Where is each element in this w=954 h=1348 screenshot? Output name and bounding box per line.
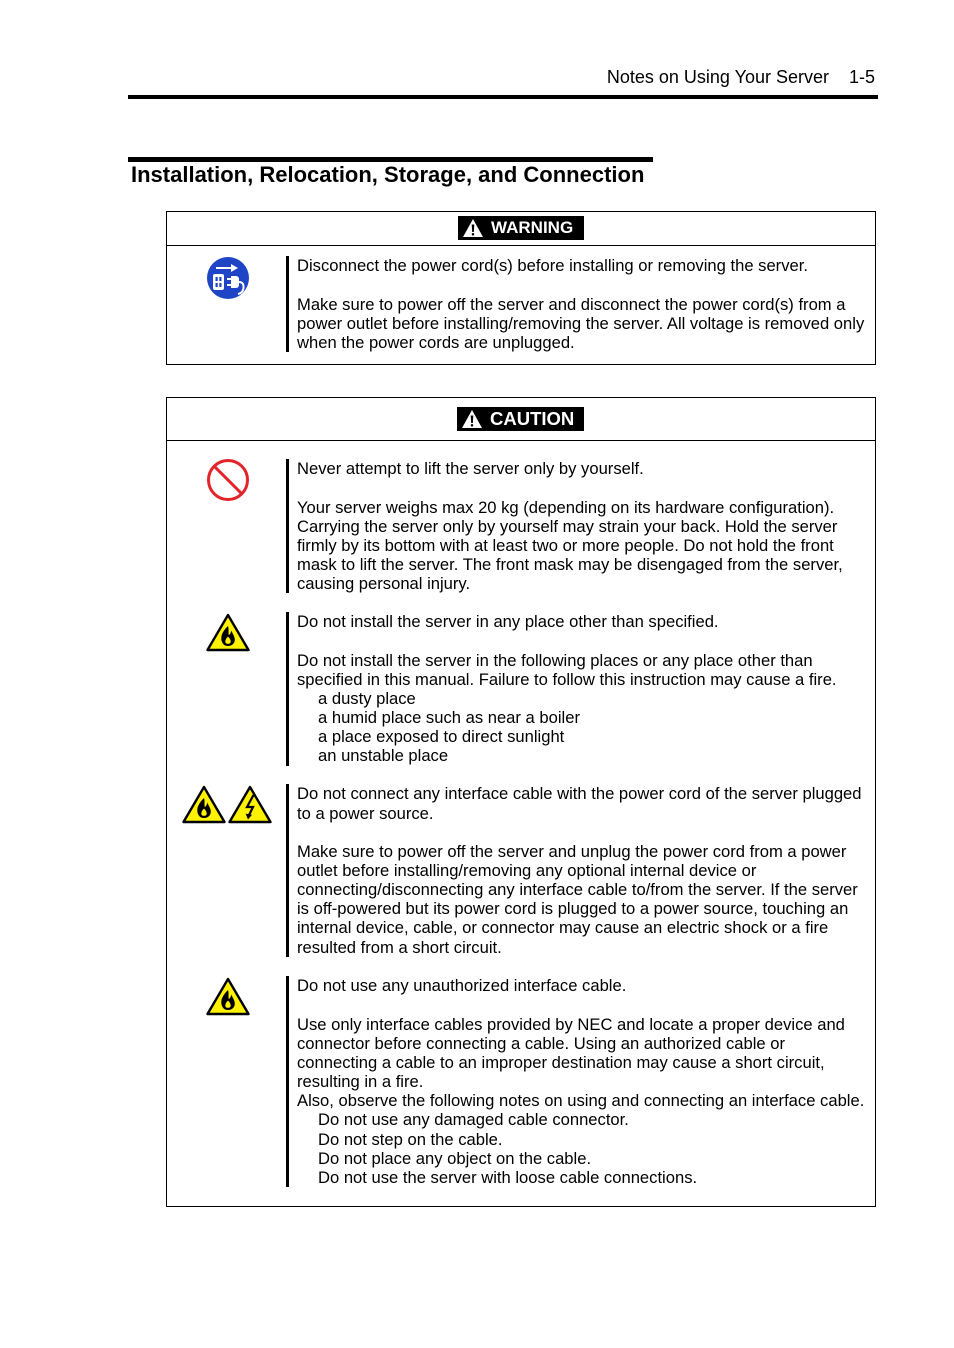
warning-badge (458, 216, 584, 240)
page-number: 1-5 (848, 67, 875, 87)
text-line: internal device, cable, or connector may cause an electric shock or a fire (297, 918, 829, 938)
warning-box (166, 211, 876, 365)
caution-item-text (286, 459, 843, 593)
disconnect-power-plug-icon (207, 257, 249, 299)
alert-triangle-icon (462, 218, 484, 238)
text-line: resulting in a fire. (297, 1072, 424, 1092)
caution-item-text (286, 784, 862, 956)
text-line: causing personal injury. (297, 574, 471, 594)
list-item: a place exposed to direct sunlight (318, 727, 565, 747)
text-line: Use only interface cables provided by NEC and locate a proper device and (297, 1014, 845, 1034)
fire-hazard-icon (182, 785, 226, 824)
electric-shock-icon (228, 785, 272, 824)
text-line: Make sure to power off the server and unplug the power cord from a power (297, 841, 847, 861)
instruction-detail (297, 1015, 864, 1187)
caution-item-text (286, 976, 864, 1187)
text-line: Do not install the server in the following places or any place other than (297, 650, 813, 670)
list-item: Do not use the server with loose cable connections. (318, 1167, 698, 1187)
text-line: specified in this manual. Failure to follow this instruction may cause a fire. (297, 669, 837, 689)
text-line: connector before connecting a cable. Using an authorized cable or (297, 1033, 785, 1053)
text-line: Disconnect the power cord(s) before installing or removing the server. (297, 256, 808, 276)
caution-box (166, 397, 876, 1207)
text-line: Your server weighs max 20 kg (depending on its hardware configuration). (297, 497, 835, 517)
text-line: resulted from a short circuit. (297, 937, 502, 957)
text-line: Do not use any unauthorized interface cable. (297, 976, 627, 996)
text-line: Also, observe the following notes on using and connecting an interface cable. (297, 1091, 865, 1111)
instruction-detail (297, 498, 843, 594)
text-line: outlet before installing/removing any optional internal device or (297, 861, 757, 880)
section-title: Installation, Relocation, Storage, and Connection (131, 162, 645, 187)
text-line: connecting a cable to an improper destination may cause a short circuit, (297, 1053, 825, 1072)
text-line: is off-powered but its power cord is plugged to a power source, touching an (297, 899, 849, 919)
instruction-detail (297, 842, 862, 957)
text-line: to a power source. (297, 803, 434, 823)
header-rule (128, 95, 878, 99)
text-line: when the power cords are unplugged. (297, 333, 575, 352)
text-line: Do not install the server in any place other than specified. (297, 612, 719, 632)
list-item: Do not use any damaged cable connector. (318, 1110, 629, 1130)
caution-badge (457, 407, 584, 431)
list-item: Do not step on the cable. (318, 1129, 503, 1149)
instruction-detail (297, 295, 864, 352)
list-item: a dusty place (318, 689, 416, 708)
text-line: Carrying the server only by yourself may strain your back. Hold the server (297, 516, 838, 536)
text-line: Make sure to power off the server and disconnect the power cord(s) from a (297, 294, 846, 314)
warning-header (167, 212, 875, 246)
instruction-summary (297, 976, 864, 995)
warning-label: WARNING (491, 218, 574, 237)
instruction-summary (297, 256, 864, 275)
instruction-detail (297, 651, 837, 766)
text-line: power outlet before installing/removing the server. All voltage is removed only (297, 313, 865, 333)
text-line: Never attempt to lift the server only by yourself. (297, 459, 644, 479)
caution-item-text (286, 612, 837, 765)
text-line: firmly by its bottom with at least two or more people. Do not hold the front (297, 536, 834, 555)
alert-triangle-icon (461, 409, 483, 429)
running-title: Notes on Using Your Server (606, 67, 829, 87)
text-line: Do not connect any interface cable with the power cord of the server plugged (297, 784, 862, 804)
text-line: connecting/disconnecting any interface cable to/from the server. If the server (297, 880, 858, 900)
list-item: a humid place such as near a boiler (318, 708, 580, 728)
caution-header (167, 398, 875, 441)
instruction-summary (297, 784, 862, 822)
instruction-summary (297, 612, 837, 631)
fire-hazard-icon (206, 977, 250, 1016)
list-item: an unstable place (318, 746, 449, 766)
warning-item-text (286, 256, 864, 352)
text-line: mask to lift the server. The front mask may be disengaged from the server, (297, 555, 843, 575)
instruction-summary (297, 459, 843, 478)
page-header (607, 66, 875, 88)
list-item: Do not place any object on the cable. (318, 1148, 592, 1168)
caution-label: CAUTION (490, 408, 575, 429)
prohibited-action-icon (207, 459, 249, 501)
fire-hazard-icon (206, 613, 250, 652)
